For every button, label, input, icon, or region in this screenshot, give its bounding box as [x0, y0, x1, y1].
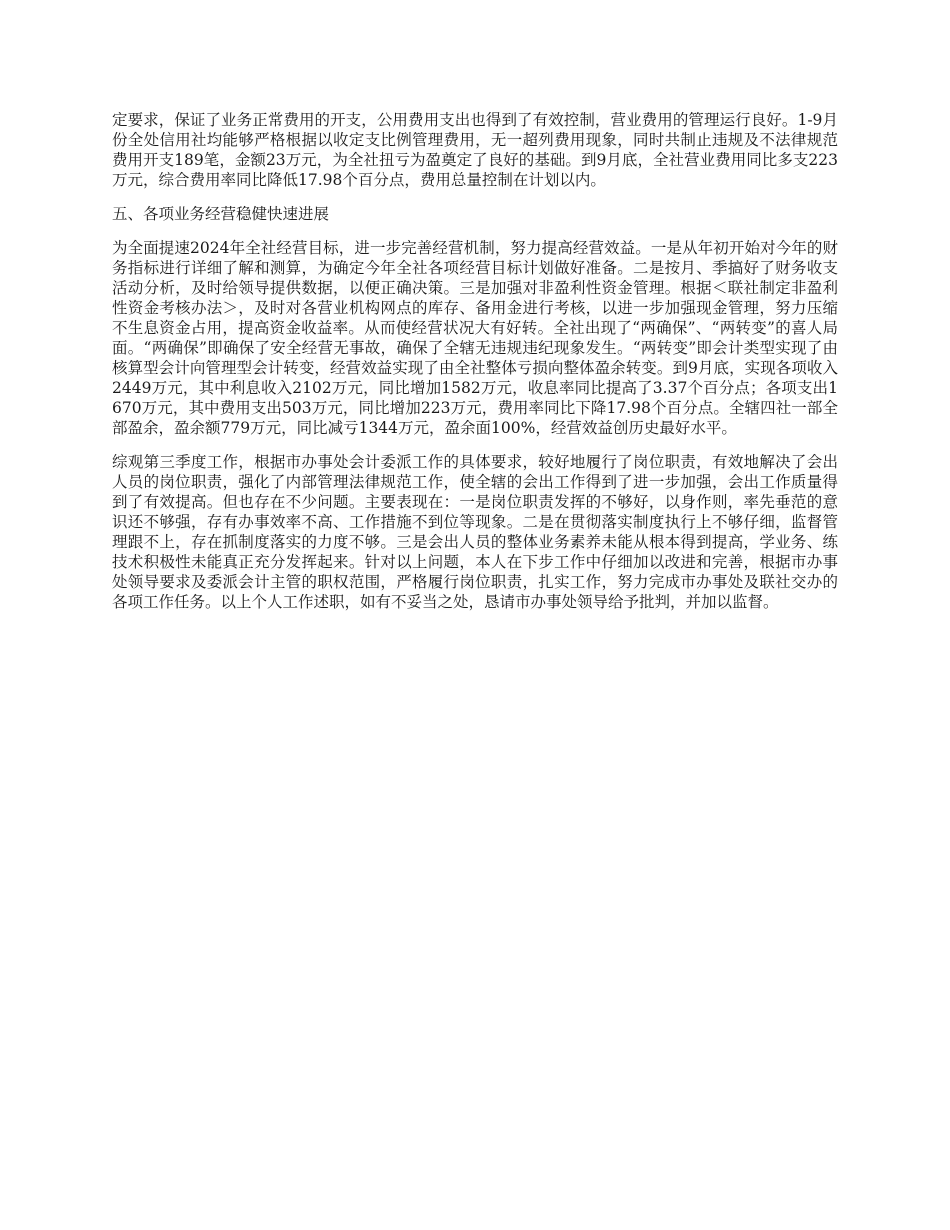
paragraph-business-progress: 为全面提速2024年全社经营目标，进一步完善经营机制，努力提高经营效益。一是从年初开始对今年的财务指标进行详细了解和测算，为确定今年全社各项经营目标计划做好准备。二是按月、季搞好了财务收支活动分析，及时给领导提供数据，以便正确决策。三是加强对非盈利性资金管理。根据＜联社制定非盈利性资金考核办法＞，及时对各营业机构网点的库存、备用金进行考核，以进一步加强现金管理，努力压缩不生息资金占用，提高资金收益率。从而使经营状况大有好转。全社出现了“两确保”、“两转变”的喜人局面。“两确保”即确保了安全经营无事故，确保了全辖无违规违纪现象发生。“两转变”即会计类型实现了由核算型会计向管理型会计转变，经营效益实现了由全社整体亏损向整体盈余转变。到9月底，实现各项收入2449万元，其中利息收入2102万元，同比增加1582万元，收息率同比提高了3.37个百分点；各项支出1670万元，其中费用支出503万元，同比增加223万元，费用率同比下降17.98个百分点。全辖四社一部全部盈余，盈余额779万元，同比减亏1344万元，盈余面100%，经营效益创历史最好水平。: [112, 239, 838, 437]
section-heading-5: 五、各项业务经营稳健快速进展: [112, 205, 330, 223]
paragraph-expense-control: 定要求，保证了业务正常费用的开支，公用费用支出也得到了有效控制，营业费用的管理运行良好。1-9月份全处信用社均能够严格根据以收定支比例管理费用，无一超列费用现象，同时共制止违规及不法律规范费用开支189笔，金额23万元，为全社扭亏为盈奠定了良好的基础。到9月底，全社营业费用同比多支223万元，综合费用率同比降低17.98个百分点，费用总量控制在计划以内。: [112, 111, 838, 189]
document-body: [112, 110, 838, 626]
paragraph-summary: 综观第三季度工作，根据市办事处会计委派工作的具体要求，较好地履行了岗位职责，有效地解决了会出人员的岗位职责，强化了内部管理法律规范工作，使全辖的会出工作得到了进一步加强，会出工作质量得到了有效提高。但也存在不少问题。主要表现在：一是岗位职责发挥的不够好，以身作则，率先垂范的意识还不够强，存有办事效率不高、工作措施不到位等现象。二是在贯彻落实制度执行上不够仔细，监督管理跟不上，存在抓制度落实的力度不够。三是会出人员的整体业务素养未能从根本得到提高，学业务、练技术积极性未能真正充分发挥起来。针对以上问题，本人在下步工作中仔细加以改进和完善，根据市办事处领导要求及委派会计主管的职权范围，严格履行岗位职责，扎实工作，努力完成市办事处及联社交办的各项工作任务。以上个人工作述职，如有不妥当之处，恳请市办事处领导给予批判，并加以监督。: [112, 453, 838, 611]
